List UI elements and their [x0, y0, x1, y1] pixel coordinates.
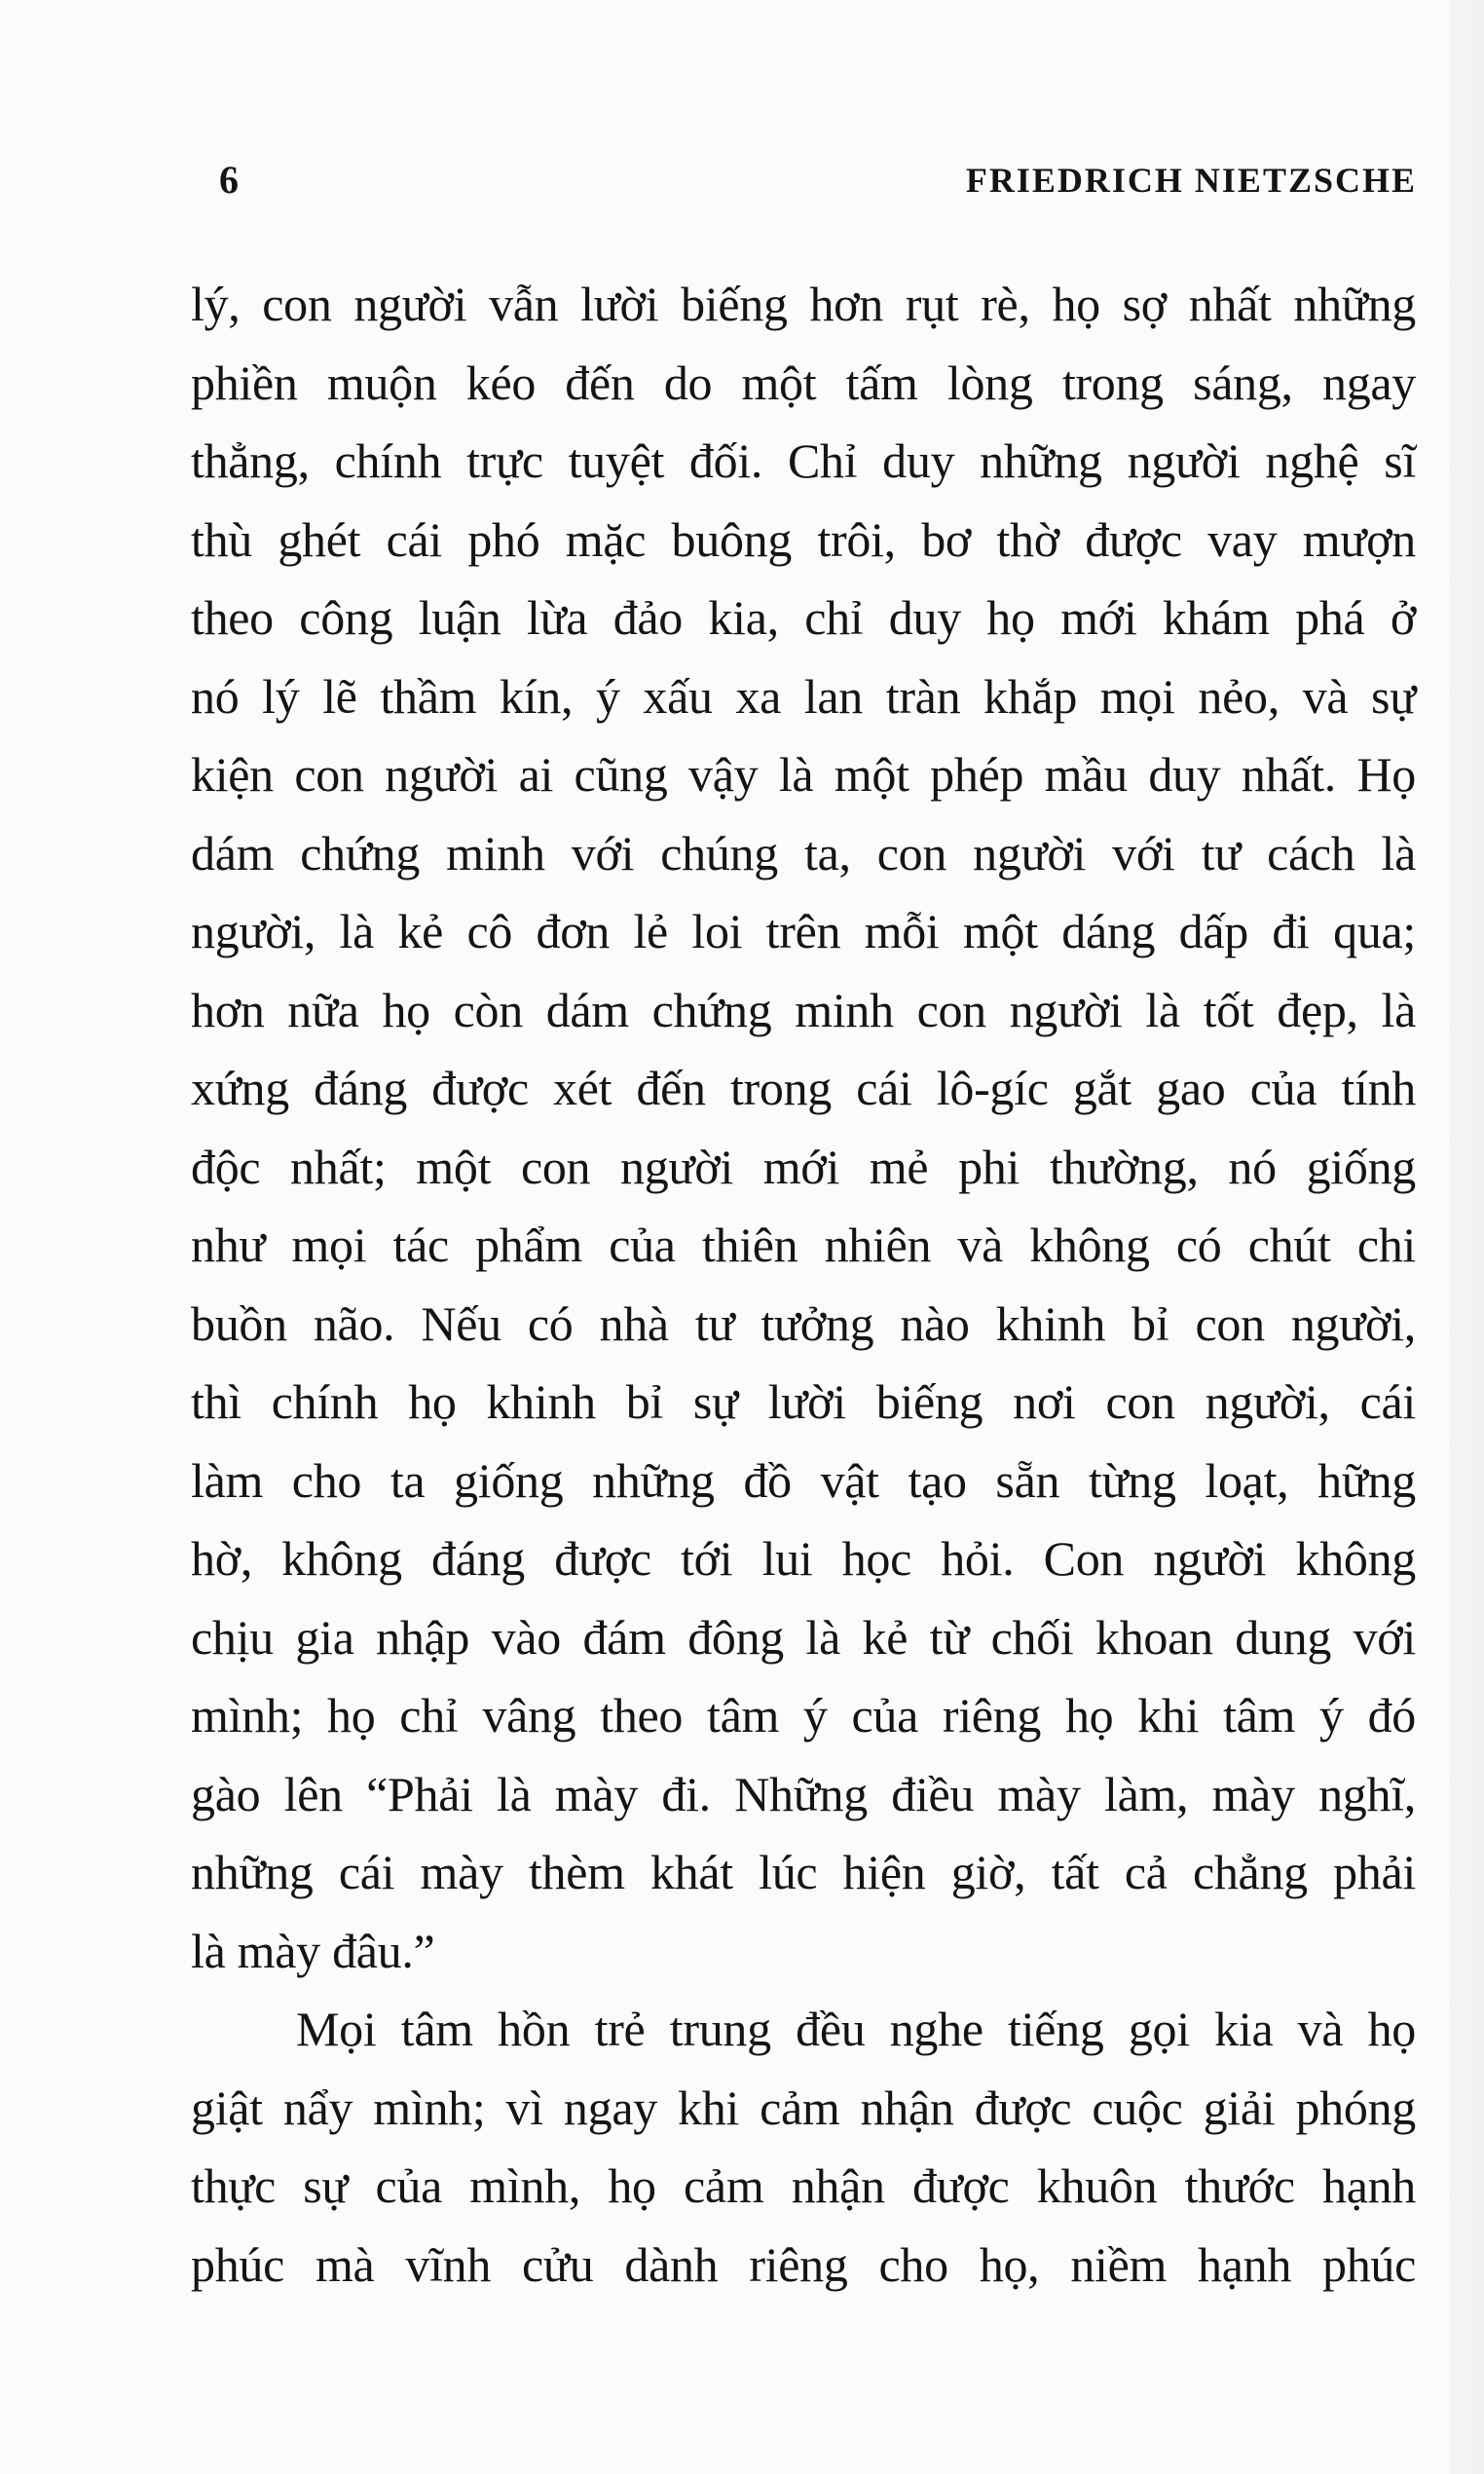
text-line: người, là kẻ cô đơn lẻ loi trên mỗi một dáng dấp đi qua; — [191, 904, 1416, 958]
text-line: chịu gia nhập vào đám đông là kẻ từ chối khoan dung với — [191, 1609, 1416, 1665]
text-line: mình; họ chỉ vâng theo tâm ý của riêng họ khi tâm ý đó — [191, 1688, 1416, 1743]
text-line: làm cho ta giống những đồ vật tạo sẵn từng loạt, hững — [191, 1452, 1416, 1508]
text-line: như mọi tác phẩm của thiên nhiên và không có chút chi — [191, 1218, 1416, 1272]
text-line: giật nẩy mình; vì ngay khi cảm nhận được cuộc giải phóng — [191, 2080, 1416, 2135]
text-line: thẳng, chính trực tuyệt đối. Chỉ duy những người nghệ sĩ — [191, 433, 1416, 488]
text-line: buồn não. Nếu có nhà tư tưởng nào khinh bỉ con người, — [191, 1295, 1416, 1351]
text-line: dám chứng minh với chúng ta, con người với tư cách là — [191, 825, 1416, 881]
text-line: hờ, không đáng được tới lui học hỏi. Con người không — [191, 1531, 1416, 1586]
text-line: kiện con người ai cũng vậy là một phép mầu duy nhất. Họ — [191, 747, 1416, 802]
text-line: phiền muộn kéo đến do một tấm lòng trong sáng, ngay — [191, 355, 1416, 410]
page-number: 6 — [219, 158, 239, 202]
text-line: độc nhất; một con người mới mẻ phi thường, nó giống — [191, 1139, 1416, 1194]
text-line: thù ghét cái phó mặc buông trôi, bơ thờ được vay mượn — [191, 511, 1416, 567]
text-line: những cái mày thèm khát lúc hiện giờ, tất cả chẳng phải — [191, 1845, 1416, 1899]
running-header — [219, 156, 1417, 214]
text-line: gào lên “Phải là mày đi. Những điều mày làm, mày nghĩ, — [191, 1766, 1416, 1821]
text-line: theo công luận lừa đảo kia, chỉ duy họ mới khám phá ở — [191, 590, 1416, 645]
text-line: nó lý lẽ thầm kín, ý xấu xa lan tràn khắp mọi nẻo, và sự — [191, 668, 1416, 724]
running-title: FRIEDRICH NIETZSCHE — [965, 161, 1417, 200]
text-line: thực sự của mình, họ cảm nhận được khuôn thước hạnh — [191, 2158, 1416, 2213]
paragraph-start-line: Mọi tâm hồn trẻ trung đều nghe tiếng gọi kia và họ — [296, 2002, 1416, 2056]
text-line: thì chính họ khinh bỉ sự lười biếng nơi con người, cái — [191, 1374, 1416, 1429]
text-line: phúc mà vĩnh cửu dành riêng cho họ, niềm hạnh phúc — [191, 2236, 1416, 2292]
text-line: lý, con người vẫn lười biếng hơn rụt rè, họ sợ nhất những — [191, 277, 1416, 331]
page-edge — [1449, 0, 1484, 2474]
text-line: xứng đáng được xét đến trong cái lô-gíc gắt gao của tính — [191, 1061, 1416, 1115]
body-text — [191, 265, 1416, 2304]
paragraph-end-line: là mày đâu.” — [191, 1923, 435, 1978]
text-line: hơn nữa họ còn dám chứng minh con người là tốt đẹp, là — [191, 982, 1416, 1037]
